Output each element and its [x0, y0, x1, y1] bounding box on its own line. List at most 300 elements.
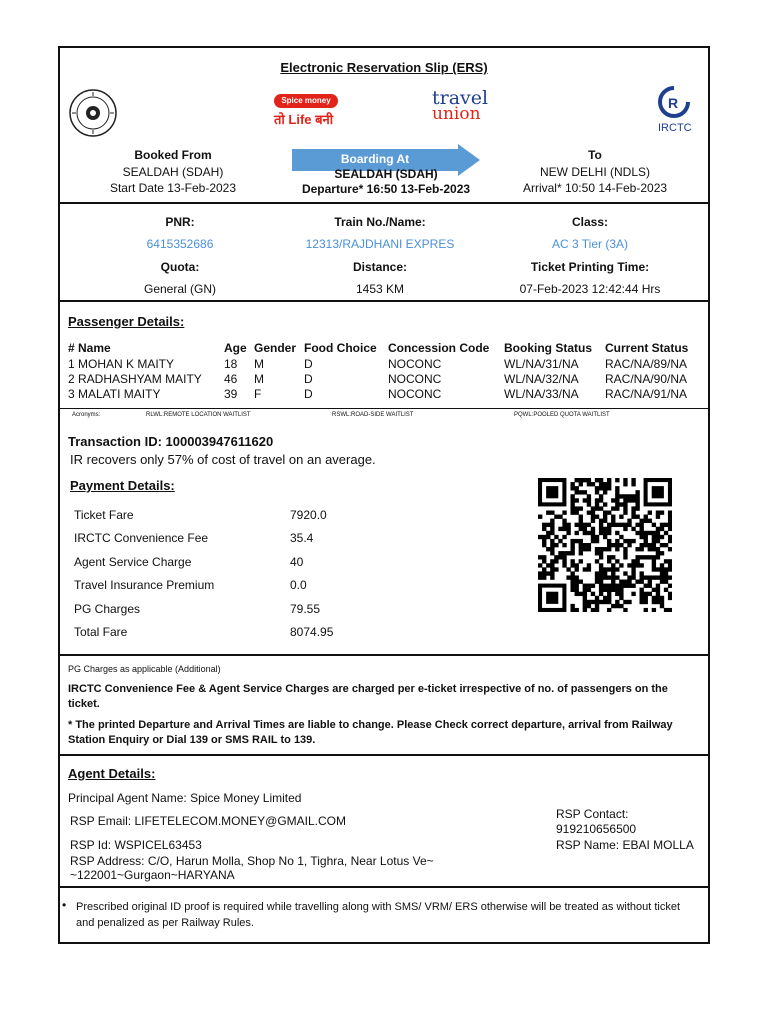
- page-title: Electronic Reservation Slip (ERS): [280, 60, 488, 75]
- qr-module: [615, 502, 619, 506]
- qr-module: [538, 535, 542, 539]
- principal-agent: Principal Agent Name: Spice Money Limited: [68, 791, 302, 805]
- agent-heading: Agent Details:: [68, 766, 156, 781]
- qr-finder: [546, 486, 558, 498]
- print-time-label: Ticket Printing Time:: [530, 260, 650, 274]
- qr-module: [631, 510, 635, 514]
- qr-module: [660, 523, 664, 527]
- qr-module: [611, 567, 615, 571]
- qr-module: [660, 604, 664, 608]
- qr-module: [619, 515, 623, 519]
- qr-finder: [652, 486, 664, 498]
- qr-module: [656, 547, 660, 551]
- qr-module: [607, 482, 611, 486]
- boarding-label: Boarding At: [340, 152, 410, 166]
- qr-module: [660, 600, 664, 604]
- qr-module: [550, 571, 554, 575]
- ticket-fare-value: 7920.0: [290, 508, 327, 522]
- qr-module: [570, 502, 574, 506]
- cell: M: [254, 371, 264, 386]
- qr-module: [595, 535, 599, 539]
- qr-module: [623, 498, 627, 502]
- qr-module: [599, 588, 603, 592]
- qr-module: [562, 559, 566, 563]
- acronym-rlwl: RLWL:REMOTE LOCATION WAITLIST: [146, 412, 251, 418]
- qr-module: [631, 482, 635, 486]
- qr-module: [579, 490, 583, 494]
- qr-module: [546, 547, 550, 551]
- qr-module: [607, 584, 611, 588]
- qr-module: [644, 543, 648, 547]
- qr-module: [570, 498, 574, 502]
- qr-module: [579, 539, 583, 543]
- qr-module: [660, 527, 664, 531]
- cell: WL/NA/33/NA: [504, 386, 579, 401]
- qr-module: [583, 543, 587, 547]
- rsp-address-line2: ~122001~Gurgaon~HARYANA: [70, 868, 235, 882]
- qr-module: [562, 535, 566, 539]
- qr-module: [648, 592, 652, 596]
- qr-module: [603, 519, 607, 523]
- qr-module: [619, 523, 623, 527]
- qr-module: [660, 567, 664, 571]
- qr-module: [615, 567, 619, 571]
- qr-module: [623, 482, 627, 486]
- qr-module: [599, 498, 603, 502]
- qr-module: [648, 555, 652, 559]
- acronym-pqwl: PQWL:POOLED QUOTA WAITLIST: [514, 412, 610, 418]
- cost-note: IR recovers only 57% of cost of travel on an average.: [70, 452, 376, 467]
- qr-module: [615, 539, 619, 543]
- qr-module: [652, 563, 656, 567]
- qr-module: [664, 608, 668, 612]
- qr-module: [656, 535, 660, 539]
- qr-module: [607, 547, 611, 551]
- qr-module: [623, 527, 627, 531]
- qr-module: [664, 580, 668, 584]
- qr-module: [570, 494, 574, 498]
- qr-module: [603, 510, 607, 514]
- qr-module: [599, 478, 603, 482]
- passenger-heading: Passenger Details:: [68, 314, 185, 329]
- convenience-fee-label: IRCTC Convenience Fee: [74, 531, 209, 545]
- qr-module: [575, 567, 579, 571]
- qr-module: [554, 559, 558, 563]
- qr-module: [554, 515, 558, 519]
- qr-module: [599, 506, 603, 510]
- col-name: # Name: [68, 341, 111, 355]
- qr-module: [546, 571, 550, 575]
- rsp-contact: 919210656500: [556, 822, 637, 836]
- qr-module: [558, 527, 562, 531]
- qr-module: [648, 580, 652, 584]
- qr-module: [611, 588, 615, 592]
- footer-line2: and penalized as per Railway Rules.: [76, 917, 254, 929]
- qr-module: [652, 559, 656, 563]
- col-gender: Gender: [254, 341, 297, 355]
- qr-module: [599, 600, 603, 604]
- irctc-label: IRCTC: [658, 122, 692, 134]
- qr-module: [644, 535, 648, 539]
- qr-module: [599, 555, 603, 559]
- cell: F: [254, 386, 262, 401]
- qr-module: [579, 592, 583, 596]
- qr-module: [603, 502, 607, 506]
- qr-module: [611, 571, 615, 575]
- qr-module: [644, 539, 648, 543]
- qr-module: [562, 551, 566, 555]
- qr-module: [640, 592, 644, 596]
- qr-module: [587, 547, 591, 551]
- qr-module: [615, 523, 619, 527]
- qr-module: [635, 563, 639, 567]
- qr-module: [627, 580, 631, 584]
- qr-module: [644, 575, 648, 579]
- qr-module: [668, 596, 672, 600]
- qr-module: [644, 519, 648, 523]
- svg-text:R: R: [668, 95, 679, 111]
- cell: WL/NA/31/NA: [504, 356, 579, 371]
- qr-module: [644, 596, 648, 600]
- qr-module: [570, 486, 574, 490]
- qr-module: [542, 535, 546, 539]
- qr-module: [640, 575, 644, 579]
- booked-from-station: SEALDAH (SDAH): [122, 165, 224, 179]
- qr-module: [591, 482, 595, 486]
- qr-module: [664, 531, 668, 535]
- qr-module: [558, 555, 562, 559]
- qr-code: [538, 478, 672, 612]
- qr-module: [635, 494, 639, 498]
- qr-module: [668, 527, 672, 531]
- qr-module: [542, 539, 546, 543]
- qr-module: [599, 527, 603, 531]
- qr-module: [668, 510, 672, 514]
- qr-module: [627, 563, 631, 567]
- qr-module: [619, 584, 623, 588]
- qr-module: [562, 543, 566, 547]
- qr-module: [591, 535, 595, 539]
- qr-module: [656, 551, 660, 555]
- distance-label: Distance:: [352, 260, 408, 274]
- qr-module: [635, 502, 639, 506]
- passenger-table: [68, 340, 694, 401]
- qr-module: [603, 584, 607, 588]
- qr-module: [635, 498, 639, 502]
- qr-module: [587, 567, 591, 571]
- qr-module: [644, 592, 648, 596]
- qr-module: [583, 490, 587, 494]
- transaction-id: Transaction ID: 100003947611620: [68, 434, 274, 449]
- qr-module: [566, 523, 570, 527]
- bullet: •: [62, 898, 67, 912]
- qr-module: [554, 535, 558, 539]
- qr-module: [607, 567, 611, 571]
- qr-module: [623, 510, 627, 514]
- qr-module: [562, 510, 566, 514]
- qr-module: [583, 600, 587, 604]
- qr-module: [562, 527, 566, 531]
- qr-module: [627, 543, 631, 547]
- qr-module: [570, 571, 574, 575]
- qr-module: [546, 535, 550, 539]
- qr-module: [575, 510, 579, 514]
- cell: RAC/NA/89/NA: [605, 356, 688, 371]
- insurance-label: Travel Insurance Premium: [74, 578, 215, 592]
- qr-module: [595, 486, 599, 490]
- ticket-fare-label: Ticket Fare: [74, 508, 134, 522]
- travel-union-bottom: union: [432, 104, 481, 124]
- cell: RAC/NA/91/NA: [605, 386, 688, 401]
- qr-module: [583, 523, 587, 527]
- qr-module: [631, 539, 635, 543]
- qr-module: [575, 531, 579, 535]
- qr-module: [595, 580, 599, 584]
- qr-module: [635, 580, 639, 584]
- qr-module: [579, 543, 583, 547]
- qr-module: [554, 567, 558, 571]
- qr-module: [668, 584, 672, 588]
- qr-module: [587, 600, 591, 604]
- qr-module: [575, 498, 579, 502]
- qr-module: [664, 575, 668, 579]
- qr-module: [615, 478, 619, 482]
- qr-module: [587, 494, 591, 498]
- qr-module: [579, 523, 583, 527]
- qr-module: [587, 543, 591, 547]
- qr-module: [635, 555, 639, 559]
- qr-module: [668, 515, 672, 519]
- qr-module: [542, 575, 546, 579]
- qr-module: [575, 580, 579, 584]
- qr-module: [550, 531, 554, 535]
- qr-module: [570, 580, 574, 584]
- cell: NOCONC: [388, 371, 442, 386]
- qr-module: [595, 506, 599, 510]
- qr-module: [660, 543, 664, 547]
- cell: 18: [224, 356, 238, 371]
- qr-module: [566, 527, 570, 531]
- qr-module: [644, 515, 648, 519]
- qr-module: [631, 515, 635, 519]
- qr-module: [656, 531, 660, 535]
- qr-module: [631, 498, 635, 502]
- qr-module: [635, 531, 639, 535]
- qr-module: [550, 539, 554, 543]
- qr-module: [603, 575, 607, 579]
- cell: 3 MALATI MAITY: [68, 386, 161, 401]
- qr-module: [652, 555, 656, 559]
- qr-module: [583, 547, 587, 551]
- qr-module: [615, 604, 619, 608]
- qr-module: [656, 555, 660, 559]
- rsp-contact-label: RSP Contact:: [556, 807, 629, 821]
- qr-module: [623, 555, 627, 559]
- qr-module: [570, 547, 574, 551]
- qr-module: [538, 555, 542, 559]
- qr-module: [595, 604, 599, 608]
- qr-module: [550, 510, 554, 514]
- qr-module: [579, 547, 583, 551]
- qr-module: [607, 592, 611, 596]
- travel-union-top: travel: [432, 87, 489, 109]
- payment-heading: Payment Details:: [70, 478, 175, 493]
- qr-module: [603, 527, 607, 531]
- qr-module: [579, 482, 583, 486]
- qr-module: [603, 588, 607, 592]
- table-row: [68, 371, 694, 386]
- qr-module: [607, 588, 611, 592]
- qr-module: [631, 527, 635, 531]
- qr-module: [599, 486, 603, 490]
- qr-module: [623, 547, 627, 551]
- distance-value: 1453 KM: [355, 282, 405, 296]
- qr-module: [607, 510, 611, 514]
- qr-module: [595, 600, 599, 604]
- qr-module: [570, 604, 574, 608]
- qr-module: [668, 535, 672, 539]
- qr-module: [583, 608, 587, 612]
- qr-module: [611, 575, 615, 579]
- qr-module: [579, 527, 583, 531]
- qr-module: [644, 600, 648, 604]
- qr-module: [595, 502, 599, 506]
- train-value: 12313/RAJDHANI EXPRES: [305, 237, 455, 251]
- qr-module: [615, 547, 619, 551]
- rsp-address-line1: RSP Address: C/O, Harun Molla, Shop No 1, Tighra, Near Lotus Ve~: [70, 854, 434, 868]
- print-time-value: 07-Feb-2023 12:42:44 Hrs: [519, 282, 661, 296]
- qr-module: [587, 498, 591, 502]
- class-value: AC 3 Tier (3A): [551, 237, 629, 251]
- railway-seal-logo: [68, 88, 118, 138]
- qr-module: [631, 478, 635, 482]
- qr-module: [611, 555, 615, 559]
- qr-module: [583, 596, 587, 600]
- pg-note: PG Charges as applicable (Additional): [68, 664, 221, 674]
- qr-module: [648, 543, 652, 547]
- col-food: Food Choice: [304, 341, 377, 355]
- qr-module: [660, 563, 664, 567]
- qr-module: [575, 608, 579, 612]
- agent-charge-value: 40: [290, 555, 304, 569]
- qr-module: [664, 571, 668, 575]
- qr-module: [591, 584, 595, 588]
- qr-module: [660, 596, 664, 600]
- qr-module: [599, 551, 603, 555]
- qr-module: [595, 551, 599, 555]
- qr-module: [587, 502, 591, 506]
- qr-module: [631, 567, 635, 571]
- qr-module: [668, 523, 672, 527]
- qr-module: [631, 584, 635, 588]
- cell: D: [304, 356, 313, 371]
- qr-module: [570, 482, 574, 486]
- qr-module: [640, 519, 644, 523]
- qr-module: [607, 600, 611, 604]
- rsp-name: RSP Name: EBAI MOLLA: [556, 838, 694, 852]
- qr-module: [575, 575, 579, 579]
- qr-module: [652, 600, 656, 604]
- qr-module: [615, 531, 619, 535]
- qr-module: [652, 575, 656, 579]
- qr-module: [570, 584, 574, 588]
- qr-module: [615, 498, 619, 502]
- qr-module: [603, 482, 607, 486]
- qr-module: [575, 523, 579, 527]
- qr-module: [648, 531, 652, 535]
- qr-module: [542, 527, 546, 531]
- qr-module: [542, 543, 546, 547]
- qr-module: [631, 563, 635, 567]
- qr-module: [640, 535, 644, 539]
- qr-module: [595, 498, 599, 502]
- qr-module: [664, 588, 668, 592]
- qr-module: [603, 547, 607, 551]
- qr-module: [664, 559, 668, 563]
- qr-module: [538, 571, 542, 575]
- qr-module: [627, 600, 631, 604]
- qr-module: [627, 494, 631, 498]
- table-row: [68, 386, 694, 401]
- qr-module: [656, 588, 660, 592]
- qr-module: [607, 555, 611, 559]
- passenger-header-row: [68, 340, 694, 356]
- qr-module: [579, 559, 583, 563]
- qr-module: [591, 519, 595, 523]
- qr-module: [635, 559, 639, 563]
- qr-module: [550, 551, 554, 555]
- qr-module: [599, 567, 603, 571]
- qr-module: [631, 494, 635, 498]
- qr-module: [550, 523, 554, 527]
- qr-module: [603, 571, 607, 575]
- qr-module: [570, 559, 574, 563]
- qr-module: [635, 547, 639, 551]
- qr-module: [583, 604, 587, 608]
- total-fare-label: Total Fare: [74, 625, 128, 639]
- qr-module: [562, 523, 566, 527]
- qr-module: [603, 515, 607, 519]
- qr-module: [644, 584, 648, 588]
- qr-module: [648, 575, 652, 579]
- qr-module: [619, 543, 623, 547]
- qr-module: [611, 584, 615, 588]
- qr-module: [566, 551, 570, 555]
- qr-module: [546, 563, 550, 567]
- qr-module: [546, 510, 550, 514]
- qr-module: [542, 523, 546, 527]
- qr-module: [648, 584, 652, 588]
- qr-module: [631, 559, 635, 563]
- qr-module: [615, 494, 619, 498]
- qr-module: [652, 608, 656, 612]
- qr-module: [656, 592, 660, 596]
- col-current-status: Current Status: [605, 341, 689, 355]
- qr-module: [595, 547, 599, 551]
- cell: NOCONC: [388, 356, 442, 371]
- pg-charges-value: 79.55: [290, 602, 321, 616]
- qr-module: [558, 515, 562, 519]
- qr-module: [595, 596, 599, 600]
- cell: 46: [224, 371, 238, 386]
- fee-note-line1: IRCTC Convenience Fee & Agent Service Charges are charged per e-ticket irrespective of no. of passengers on the: [68, 683, 668, 695]
- rsp-id: RSP Id: WSPICEL63453: [70, 838, 202, 852]
- qr-module: [599, 523, 603, 527]
- qr-module: [668, 592, 672, 596]
- qr-module: [611, 519, 615, 523]
- qr-module: [575, 563, 579, 567]
- qr-module: [550, 567, 554, 571]
